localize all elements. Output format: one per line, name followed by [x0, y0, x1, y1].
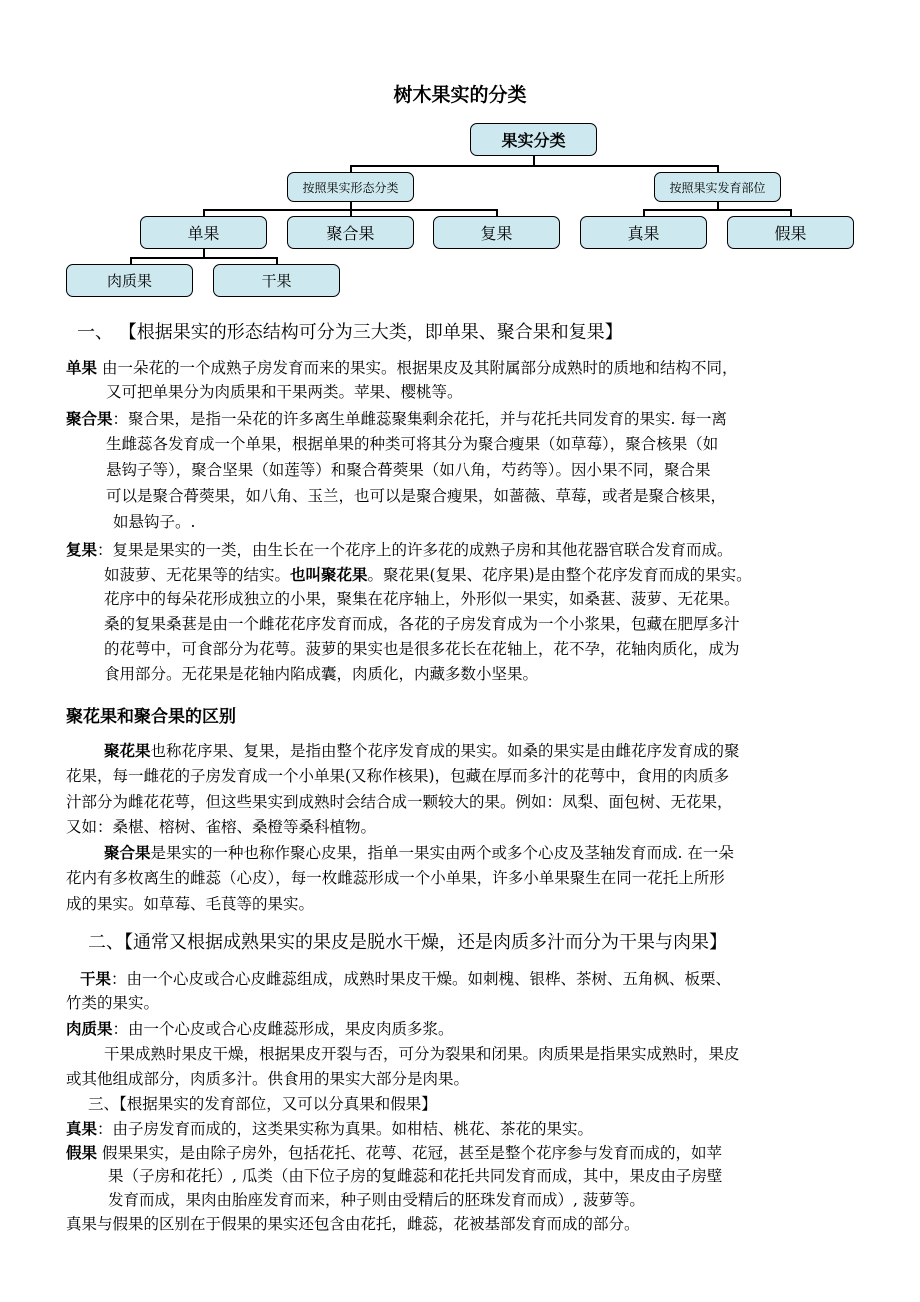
- connector: [643, 209, 791, 211]
- difference-aggregate-paragraph: [104, 840, 734, 866]
- text-line: 桑的复果桑葚是由一个雌花花序发育而成，各花的子房发育成为一个小浆果，包藏在肥厚多汁: [104, 615, 740, 633]
- multiple-fruit-paragraph: [66, 537, 733, 563]
- diagram-fleshy-fruit-box: 肉质果: [66, 264, 193, 297]
- text-line: 假果果实，是由除子房外，包括花托、花萼、花冠，甚至是整个花序参与发育而成的，如苹: [97, 1144, 722, 1162]
- text-span: 如菠萝、无花果等的结实。: [104, 566, 291, 584]
- text-line: 食用部分。无花果是花轴内陷成囊，肉质化，内藏多数小坚果。: [104, 665, 539, 683]
- section1-heading: 一、 【根据果实的形态结构可分为三大类，即单果、聚合果和复果】: [77, 322, 623, 343]
- text-line: 又可把单果分为肉质果和干果两类。苹果、樱桃等。: [106, 383, 463, 401]
- text-line: ：聚合果，是指一朵花的许多离生单雌蕊聚集剩余花托，并与花托共同发育的果实. 每一离: [112, 410, 727, 428]
- diagram-false-fruit-box: 假果: [727, 216, 854, 249]
- aggregate-fruit-paragraph: [66, 406, 727, 432]
- dry-fruit-paragraph: [80, 966, 731, 992]
- diagram-left-branch-box: 按照果实形态分类: [287, 172, 414, 202]
- false-fruit-term: 假果: [66, 1143, 98, 1162]
- connector: [350, 165, 718, 167]
- diagram-aggregate-fruit-box: 聚合果: [287, 216, 414, 249]
- text-line: 生雌蕊各发育成一个单果，根据单果的种类可将其分为聚合瘦果（如草莓），聚合核果（如: [106, 435, 719, 453]
- text-line: 花内有多枚离生的雌蕊（心皮），每一枚雌蕊形成一个小单果，许多小单果聚生在同一花托上所形: [66, 869, 725, 887]
- multiple-fruit-term: 聚花果: [104, 741, 151, 760]
- bold-term: 也叫聚花果: [290, 565, 368, 584]
- text-line: ：复果是果实的一类，由生长在一个花序上的许多花的成熟子房和其他花器官联合发育而成。: [97, 541, 733, 559]
- section2-heading: 二、【通常又根据成熟果实的果皮是脱水干燥，还是肉质多汁而分为干果与肉果】: [88, 932, 727, 953]
- false-fruit-paragraph: [66, 1140, 722, 1166]
- true-fruit-term: 真果: [66, 1119, 98, 1138]
- single-fruit-term: 单果: [66, 358, 98, 377]
- fleshy-fruit-paragraph: [66, 1016, 454, 1042]
- text-line: 汁部分为雌花花萼，但这些果实到成熟时会结合成一颗较大的果。例如：凤梨、面包树、无花果，: [66, 793, 733, 811]
- text-line: 花果，每一雌花的子房发育成一个小单果(又称作核果)，包藏在厚而多汁的花萼中，食用的肉质多: [66, 767, 730, 785]
- text-line: 悬钩子等），聚合坚果（如莲等）和聚合蓇葖果（如八角，芍药等）。因小果不同，聚合果: [106, 461, 711, 479]
- diagram-single-fruit-box: 单果: [140, 216, 267, 249]
- text-line: ：由一个心皮或合心皮雌蕊组成，成熟时果皮干燥。如刺槐、银桦、茶树、五角枫、板栗、: [111, 970, 732, 988]
- text-line: 是果实的一种也称作聚心皮果，指单一果实由两个或多个心皮及茎轴发育而成. 在一朵: [150, 844, 734, 862]
- text-line: 也称花序果、复果，是指由整个花序发育成的果实。如桑的果实是由雌花序发育成的聚: [150, 742, 740, 760]
- text-line: 如悬钩子。.: [113, 513, 196, 531]
- text-line: 成的果实。如草莓、毛茛等的果实。: [66, 895, 315, 913]
- diagram-true-fruit-box: 真果: [580, 216, 707, 249]
- text-line: 的花萼中，可食部分为花萼。菠萝的果实也是很多花长在花轴上，花不孕，花轴肉质化，成为: [104, 640, 740, 658]
- conclusion-text: 真果与假果的区别在于假果的果实还包含由花托，雌蕊，花被基部发育而成的部分。: [66, 1215, 640, 1233]
- section3-heading: 三、【根据果实的发育部位，又可以分真果和假果】: [88, 1095, 437, 1113]
- difference-heading: 聚花果和聚合果的区别: [66, 707, 236, 727]
- single-fruit-paragraph: [66, 355, 737, 381]
- text-line: 由一朵花的一个成熟子房发育而来的果实。根据果皮及其附属部分成熟时的质地和结构不同，: [97, 359, 738, 377]
- text-line: 竹类的果实。: [66, 994, 160, 1012]
- text-line: 发育而成，果肉由胎座发育而来，种子则由受精后的胚珠发育而成）, 菠萝等。: [108, 1191, 645, 1209]
- diagram-multiple-fruit-box: 复果: [433, 216, 560, 249]
- aggregate-fruit-term: 聚合果: [66, 409, 113, 428]
- text-line: ：由一个心皮或合心皮雌蕊形成，果皮肉质多浆。: [112, 1020, 454, 1038]
- dry-fruit-term: 干果: [80, 969, 112, 988]
- connector: [130, 257, 277, 259]
- fleshy-fruit-term: 肉质果: [66, 1019, 113, 1038]
- text-line: 又如：桑椹、榕树、雀榕、桑橙等桑科植物。: [66, 818, 377, 836]
- diagram-dry-fruit-box: 干果: [213, 264, 340, 297]
- diagram-right-branch-box: 按照果实发育部位: [654, 172, 781, 202]
- true-fruit-paragraph: [66, 1116, 593, 1142]
- text-line: [104, 562, 752, 588]
- text-span: 。聚花果(复果、花序果)是由整个花序发育而成的果实。: [367, 566, 752, 584]
- text-line: 可以是聚合蓇葖果，如八角、玉兰，也可以是聚合瘦果，如蔷薇、草莓，或者是聚合核果，: [106, 487, 727, 505]
- text-line: 果（子房和花托）, 瓜类（由下位子房的复雌蕊和花托共同发育而成，其中，果皮由子房壁: [108, 1167, 723, 1185]
- text-line: 或其他组成部分，肉质多汁。供食用的果实大部分是肉果。: [66, 1070, 470, 1088]
- text-line: 干果成熟时果皮干燥，根据果皮开裂与否，可分为裂果和闭果。肉质果是指果实成熟时，果皮: [104, 1045, 740, 1063]
- page-title: 树木果实的分类: [393, 84, 527, 106]
- aggregate-fruit-term: 聚合果: [104, 843, 151, 862]
- text-line: 花序中的每朵花形成独立的小果，聚集在花序轴上，外形似一果实，如桑葚、菠萝、无花果。: [104, 590, 740, 608]
- diagram-root-box: 果实分类: [470, 123, 597, 156]
- text-line: ：由子房发育而成的，这类果实称为真果。如柑桔、桃花、茶花的果实。: [97, 1120, 594, 1138]
- difference-multiple-paragraph: [104, 738, 740, 764]
- multiple-fruit-term: 复果: [66, 540, 98, 559]
